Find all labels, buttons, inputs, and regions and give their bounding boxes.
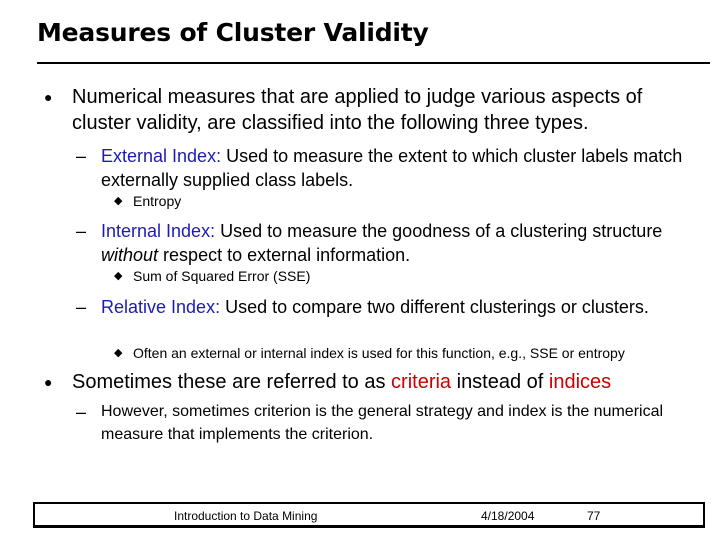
footer-frame [33,502,705,528]
footer-page-number: 77 [587,509,601,523]
sub-entropy: Entropy [133,193,182,209]
criteria-highlight: criteria [391,371,452,393]
dash-icon: – [76,402,87,422]
diamond-bullet-icon: ◆ [114,195,123,207]
sub-sse: Sum of Squared Error (SSE) [133,268,311,284]
title-rule [37,62,710,64]
bullet-external-index [101,144,701,192]
bullet-criteria-indices [72,369,702,395]
external-index-desc: Used to measure the extent to which cluster labels match externally supplied class labels. [101,146,683,190]
internal-index-desc: Used to measure the goodness of a clustering structure [215,221,663,241]
dash-icon: – [76,221,87,241]
bullet-internal-index [101,219,701,267]
diamond-bullet-icon: ◆ [114,270,123,282]
bullet-dot-icon: ● [44,89,53,105]
slide-title: Measures of Cluster Validity [37,18,429,47]
footer-course: Introduction to Data Mining [174,509,318,523]
dash-icon: – [76,297,87,317]
criteria-text-b: instead of [451,371,549,393]
bullet-dot-icon: ● [44,374,53,390]
emphasis-without: without [101,245,159,265]
relative-index-desc: Used to compare two different clusterings or clusters. [220,297,649,317]
dash-icon: – [76,146,87,166]
bullet-relative-index [101,295,701,319]
diamond-bullet-icon: ◆ [114,347,123,359]
sub-criterion-strategy: However, sometimes criterion is the general strategy and index is the numerical measure that implements the criterion. [101,403,664,443]
footer-date: 4/18/2004 [481,509,535,523]
external-index-term: External Index: [101,146,222,166]
internal-index-term: Internal Index: [101,221,216,241]
criteria-text-a: Sometimes these are referred to as [72,371,392,393]
bullet-numerical-measures: Numerical measures that are applied to judge various aspects of cluster validity, are classified into the following three types. [72,86,643,134]
indices-highlight: indices [548,371,612,393]
relative-index-term: Relative Index: [101,297,221,317]
internal-index-desc-end: respect to external information. [158,245,411,265]
sub-external-or-internal: Often an external or internal index is used for this function, e.g., SSE or entropy [133,345,625,361]
